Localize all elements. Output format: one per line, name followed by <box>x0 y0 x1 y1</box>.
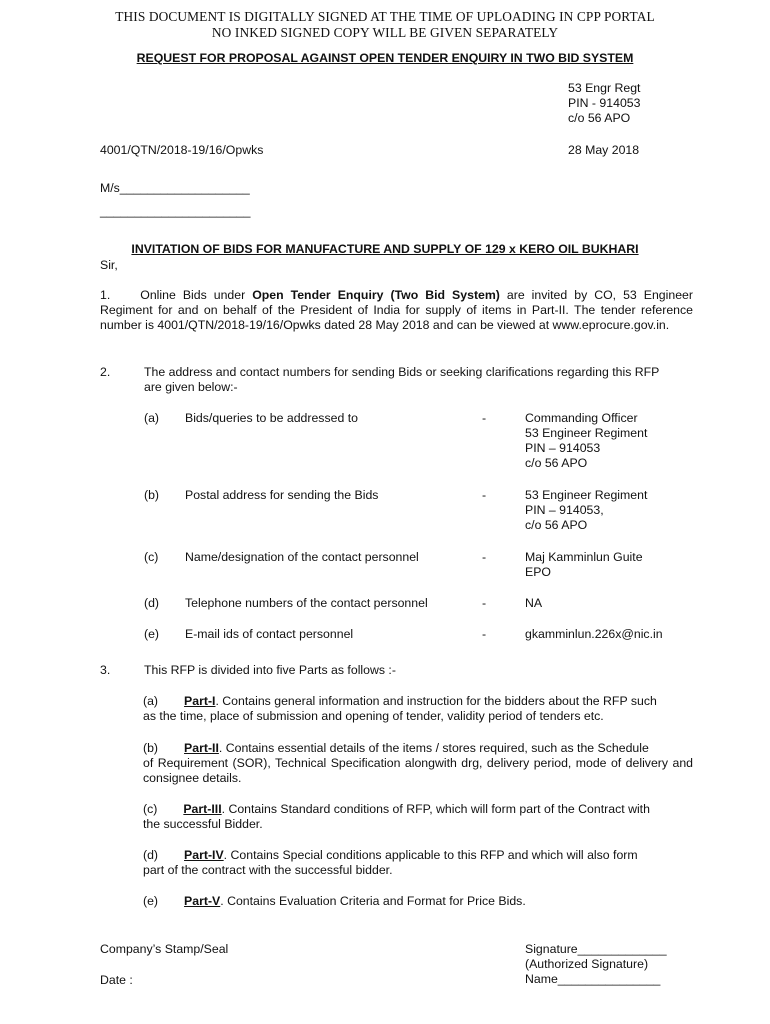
value-line: c/o 56 APO <box>525 518 588 532</box>
part-c <box>143 802 693 832</box>
row-desc: Telephone numbers of the contact personnel <box>185 596 428 610</box>
row-label: (c) <box>144 550 159 564</box>
part-rest: of Requirement (SOR), Technical Specification alongwith drg, delivery period, mode of delivery and consignee details. <box>143 756 693 785</box>
row-dash: - <box>482 596 487 610</box>
signature-block <box>525 942 667 987</box>
paragraph-1 <box>100 288 693 333</box>
para-1-post: are invited by CO, 53 Engineer Regiment for and on behalf of the President of India for supply of items in Part-II. The tender reference number is 4001/QTN/2018-19/16/Opwks dated 28 May 2018 and can be viewed at www.eprocure.gov.in. <box>100 288 693 332</box>
row-values <box>525 488 647 533</box>
row-values <box>525 596 542 611</box>
part-e <box>143 894 693 909</box>
row-dash: - <box>482 550 487 564</box>
part-rest: as the time, place of submission and opening of tender, validity period of tenders etc. <box>143 709 604 723</box>
row-label: (a) <box>144 411 160 425</box>
value-line: c/o 56 APO <box>525 456 588 470</box>
part-text: . Contains Evaluation Criteria and Format for Price Bids. <box>220 894 526 908</box>
para-2-line-1: The address and contact numbers for sending Bids or seeking clarifications regarding this RFP <box>144 365 660 379</box>
row-label: (d) <box>144 596 160 610</box>
name-line: Name_______________ <box>525 972 661 986</box>
reference-number: 4001/QTN/2018-19/16/Opwks <box>100 143 264 157</box>
address-line-2: PIN - 914053 <box>568 96 641 110</box>
para-3-number: 3. <box>100 663 111 677</box>
part-label: (e) <box>143 894 159 908</box>
part-label: (c) <box>143 802 158 816</box>
para-3-intro: This RFP is divided into five Parts as follows :- <box>144 663 396 677</box>
notice-line-2: NO INKED SIGNED COPY WILL BE GIVEN SEPARATELY <box>211 25 559 40</box>
value-line: EPO <box>525 565 551 579</box>
row-label: (b) <box>144 488 160 502</box>
digital-sign-notice <box>0 9 770 41</box>
row-desc: Bids/queries to be addressed to <box>185 411 358 425</box>
row-label: (e) <box>144 627 160 641</box>
part-label: (d) <box>143 848 159 862</box>
row-values <box>525 627 663 642</box>
part-name: Part-I <box>184 694 216 708</box>
document-title: REQUEST FOR PROPOSAL AGAINST OPEN TENDER ENQUIRY IN TWO BID SYSTEM <box>136 51 634 65</box>
row-values <box>525 411 647 471</box>
address-line-3: c/o 56 APO <box>568 111 631 125</box>
value-line: Commanding Officer <box>525 411 638 425</box>
part-name: Part-II <box>184 741 219 755</box>
notice-line-1: THIS DOCUMENT IS DIGITALLY SIGNED AT THE TIME OF UPLOADING IN CPP PORTAL <box>115 9 655 24</box>
signature-line: Signature_____________ <box>525 942 667 956</box>
value-line: NA <box>525 596 543 610</box>
row-dash: - <box>482 411 487 425</box>
para-2-line-2: are given below:- <box>144 380 238 394</box>
value-line: Maj Kamminlun Guite <box>525 550 643 564</box>
para-2-text <box>144 365 704 395</box>
para-2-number: 2. <box>100 365 111 379</box>
recipient-line-2: ______________________ <box>100 204 251 218</box>
salutation: Sir, <box>100 258 118 272</box>
row-dash: - <box>482 627 487 641</box>
part-label: (b) <box>143 741 159 755</box>
address-line-1: 53 Engr Regt <box>568 81 641 95</box>
value-line: 53 Engineer Regiment <box>525 426 648 440</box>
part-text: . Contains Special conditions applicable to this RFP and which will also form <box>223 848 638 862</box>
company-stamp-label: Company’s Stamp/Seal <box>100 942 229 956</box>
row-values <box>525 550 643 580</box>
row-dash: - <box>482 488 487 502</box>
part-label: (a) <box>143 694 159 708</box>
value-line: 53 Engineer Regiment <box>525 488 648 502</box>
invitation-title: INVITATION OF BIDS FOR MANUFACTURE AND SUPPLY OF 129 x KERO OIL BUKHARI <box>131 242 639 256</box>
value-line: PIN – 914053 <box>525 441 601 455</box>
authorized-signature: (Authorized Signature) <box>525 957 649 971</box>
part-rest: the successful Bidder. <box>143 817 263 831</box>
recipient-line-1: M/s___________________ <box>100 181 250 195</box>
para-1-pre: Online Bids under <box>140 288 253 302</box>
row-desc: Postal address for sending the Bids <box>185 488 379 502</box>
para-1-number: 1. <box>100 288 111 302</box>
part-b <box>143 741 693 786</box>
part-text: . Contains essential details of the items / stores required, such as the Schedule <box>218 741 649 755</box>
value-line: PIN – 914053, <box>525 503 604 517</box>
email-value: gkamminlun.226x@nic.in <box>525 627 663 641</box>
letter-date: 28 May 2018 <box>568 143 640 157</box>
part-name: Part-IV <box>184 848 224 862</box>
date-label: Date : <box>100 973 133 987</box>
part-text: . Contains general information and instruction for the bidders about the RFP such <box>215 694 657 708</box>
row-desc: E-mail ids of contact personnel <box>185 627 354 641</box>
part-a <box>143 694 693 724</box>
sender-address <box>568 81 640 126</box>
part-rest: part of the contract with the successful bidder. <box>143 863 393 877</box>
para-1-bold: Open Tender Enquiry (Two Bid System) <box>252 288 500 302</box>
part-text: . Contains Standard conditions of RFP, which will form part of the Contract with <box>221 802 650 816</box>
part-d <box>143 848 693 878</box>
part-name: Part-III <box>183 802 222 816</box>
part-name: Part-V <box>184 894 221 908</box>
row-desc: Name/designation of the contact personnel <box>185 550 419 564</box>
